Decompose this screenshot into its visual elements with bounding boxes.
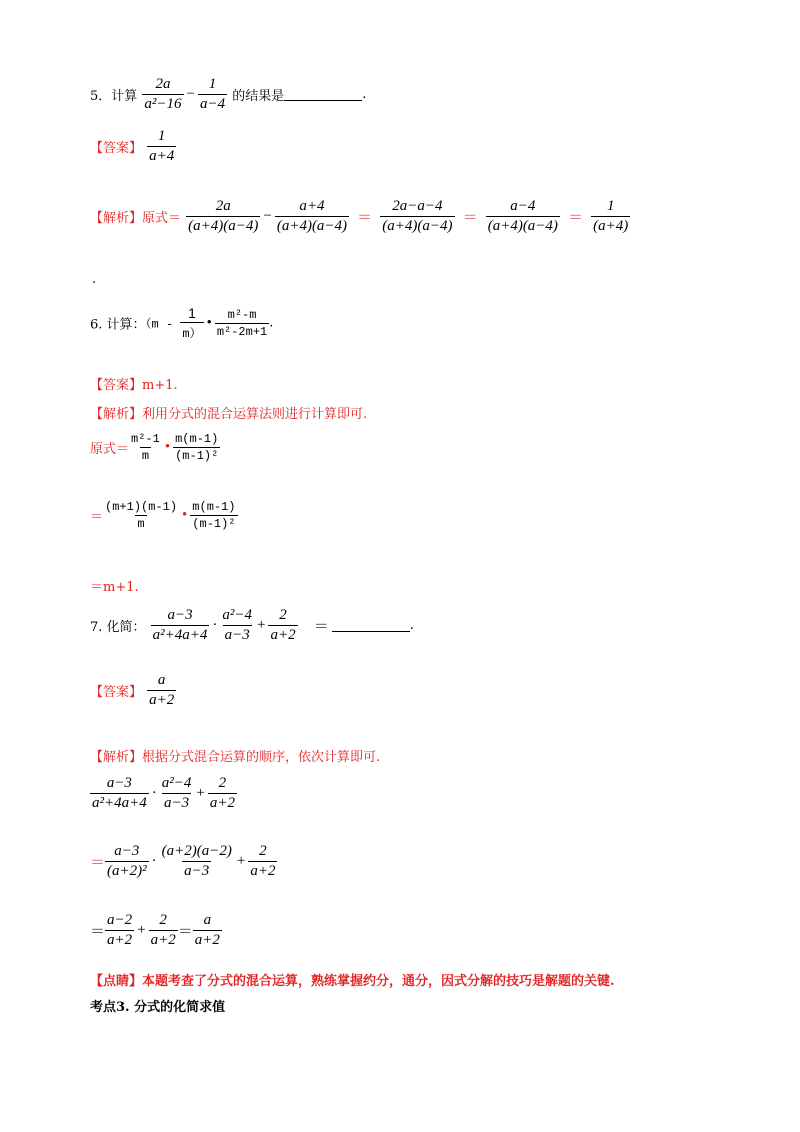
- q6-main-fraction: $\frac{\text{m²-m}}{\text{m²-2m+1}}$: [216, 307, 268, 339]
- q6-step-1: [90, 432, 220, 463]
- q7-answer-blank: [332, 619, 410, 632]
- q7-frac-b: $\frac{\text{a²−4}}{a-3}$: [222, 607, 253, 643]
- section-title: 考点3. 分式的化简求值: [90, 1000, 226, 1015]
- q6-number: 6. 计算：: [90, 317, 146, 333]
- q7-analysis: [90, 746, 380, 765]
- q6-step-1-frac-b: $\frac{m(m-1)}{\text{(m-1)²}}$: [175, 432, 219, 463]
- q5-eq-3: ＝: [568, 210, 584, 226]
- q6-step-3: ＝m+1.: [90, 580, 139, 595]
- q7-step-3-eq-2: ＝: [177, 924, 193, 940]
- q5-number: 5．: [90, 89, 112, 104]
- q5-answer-tag: 【答案】: [90, 141, 143, 156]
- q6-question: [90, 305, 273, 341]
- q6-inner-fraction: $\frac{1}{m)}$: [182, 305, 202, 341]
- q7-step-1-frac-c: $\frac{2}{a+2}$: [209, 775, 235, 811]
- q5-step-2: $\frac{a+4}{(a+4)(a-4)}$: [276, 198, 348, 234]
- q7-end: .: [409, 618, 414, 633]
- q5-analysis: [90, 198, 630, 235]
- q7-answer-tag: 【答案】: [90, 685, 143, 700]
- q7-number: 7. 化简：: [90, 620, 146, 635]
- q5-minus: −: [186, 86, 195, 102]
- q6-end: .: [269, 315, 274, 331]
- q7-step-3-frac-a: $\frac{a-2}{a+2}$: [107, 912, 133, 948]
- q7-step-2-eq: ＝: [90, 855, 106, 871]
- q6-times: •: [206, 314, 212, 331]
- q7-step-2-dot: ·: [151, 853, 157, 869]
- q5-question: [90, 76, 366, 113]
- q6-answer-tag: 【答案】: [90, 378, 143, 393]
- q7-step-3-result: $\frac{a}{a+2}$: [194, 912, 220, 948]
- q7-analysis-tag: 【解析】: [90, 750, 143, 765]
- q7-step-3: [90, 912, 222, 949]
- q7-plus: +: [257, 617, 266, 633]
- q6-step-1-times: •: [164, 439, 171, 455]
- q6-paren: （m -: [145, 317, 181, 332]
- q7-question: [90, 607, 414, 644]
- q7-step-3-frac-b: $\frac{2}{a+2}$: [150, 912, 176, 948]
- q7-step-2-frac-a: $\frac{a-3}{\text{(a+2)²}}$: [107, 843, 147, 879]
- q7-answer: [90, 672, 176, 709]
- q7-step-1-frac-a: $\frac{a-3}{\text{a²+4a+4}}$: [92, 775, 147, 811]
- q7-step-1-frac-b: $\frac{\text{a²−4}}{a-3}$: [161, 775, 192, 811]
- q6-step-2-frac-a: $\frac{(m+1)(m-1)}{m}$: [105, 500, 178, 531]
- q7-frac-a: $\frac{a-3}{\text{a²+4a+4}}$: [152, 607, 208, 643]
- q5-step-4: $\frac{a-4}{(a+4)(a-4)}$: [487, 198, 558, 234]
- q7-comment: [90, 970, 615, 989]
- q7-analysis-text: 根据分式混合运算的顺序，依次计算即可.: [142, 750, 381, 765]
- q6-answer: [90, 374, 178, 393]
- q5-step-minus: −: [263, 208, 272, 224]
- q7-frac-c: $\frac{2}{a+2}$: [270, 607, 296, 643]
- q7-step-3-eq-1: ＝: [90, 924, 106, 940]
- q5-suffix: 的结果是: [232, 89, 285, 104]
- q5-prefix: 计算: [111, 89, 138, 104]
- q5-answer-blank: [284, 88, 362, 101]
- q7-step-2-frac-b: $\frac{(a+2)(a-2)}{a-3}$: [161, 843, 232, 879]
- q7-step-3-plus: +: [137, 922, 146, 938]
- q6-analysis-text: 利用分式的混合运算法则进行计算即可.: [142, 407, 368, 422]
- q7-dot: ·: [212, 617, 218, 633]
- q5-end: .: [362, 87, 367, 102]
- q7-eq: ＝: [313, 619, 329, 635]
- q7-step-2: [90, 843, 277, 880]
- q6-step-2: [90, 500, 238, 531]
- q7-step-2-plus: +: [236, 853, 246, 869]
- q5-eq-1: ＝: [357, 210, 373, 226]
- q7-step-1-plus: +: [196, 785, 205, 801]
- q6-step-2-prefix: ＝: [90, 510, 104, 525]
- q5-eq-2: ＝: [462, 210, 478, 226]
- q5-answer: [90, 128, 176, 165]
- q6-step-1-frac-a: $\frac{\text{m²-1}}{m}$: [131, 432, 160, 463]
- q6-analysis: [90, 403, 367, 422]
- q5-step-1: $\frac{2a}{(a+4)(a-4)}$: [188, 198, 259, 234]
- q5-step-5: $\frac{1}{(a+4)}$: [593, 198, 629, 234]
- q6-step-2-frac-b: $\frac{m(m-1)}{\text{(m-1)²}}$: [192, 500, 236, 531]
- q7-comment-tag: 【点睛】: [90, 974, 143, 989]
- q5-step-3: $\frac{2a-a-4}{(a+4)(a-4)}$: [382, 198, 453, 234]
- q5-fraction-1: $\frac{2a}{\text{a²−16}}$: [144, 76, 182, 112]
- q7-step-1: [90, 775, 237, 812]
- q7-step-1-dot: ·: [151, 785, 157, 801]
- q7-step-2-frac-c: $\frac{2}{a+2}$: [250, 843, 276, 879]
- q7-answer-fraction: $\frac{a}{a+2}$: [149, 672, 175, 708]
- q7-comment-text: 本题考查了分式的混合运算，熟练掌握约分，通分，因式分解的技巧是解题的关键.: [142, 974, 615, 989]
- q6-answer-text: m+1.: [142, 378, 178, 393]
- q5-analysis-tag: 【解析】: [90, 211, 143, 226]
- q5-analysis-prefix: 原式＝: [142, 211, 182, 226]
- q6-analysis-tag: 【解析】: [90, 407, 143, 422]
- q6-step-2-times: •: [182, 507, 188, 523]
- q6-step-1-prefix: 原式＝: [90, 442, 130, 457]
- q5-trailing-dot: .: [92, 272, 97, 287]
- q5-answer-fraction: $\frac{1}{a+4}$: [149, 128, 175, 164]
- q5-fraction-2: $\frac{1}{a-4}$: [199, 76, 226, 112]
